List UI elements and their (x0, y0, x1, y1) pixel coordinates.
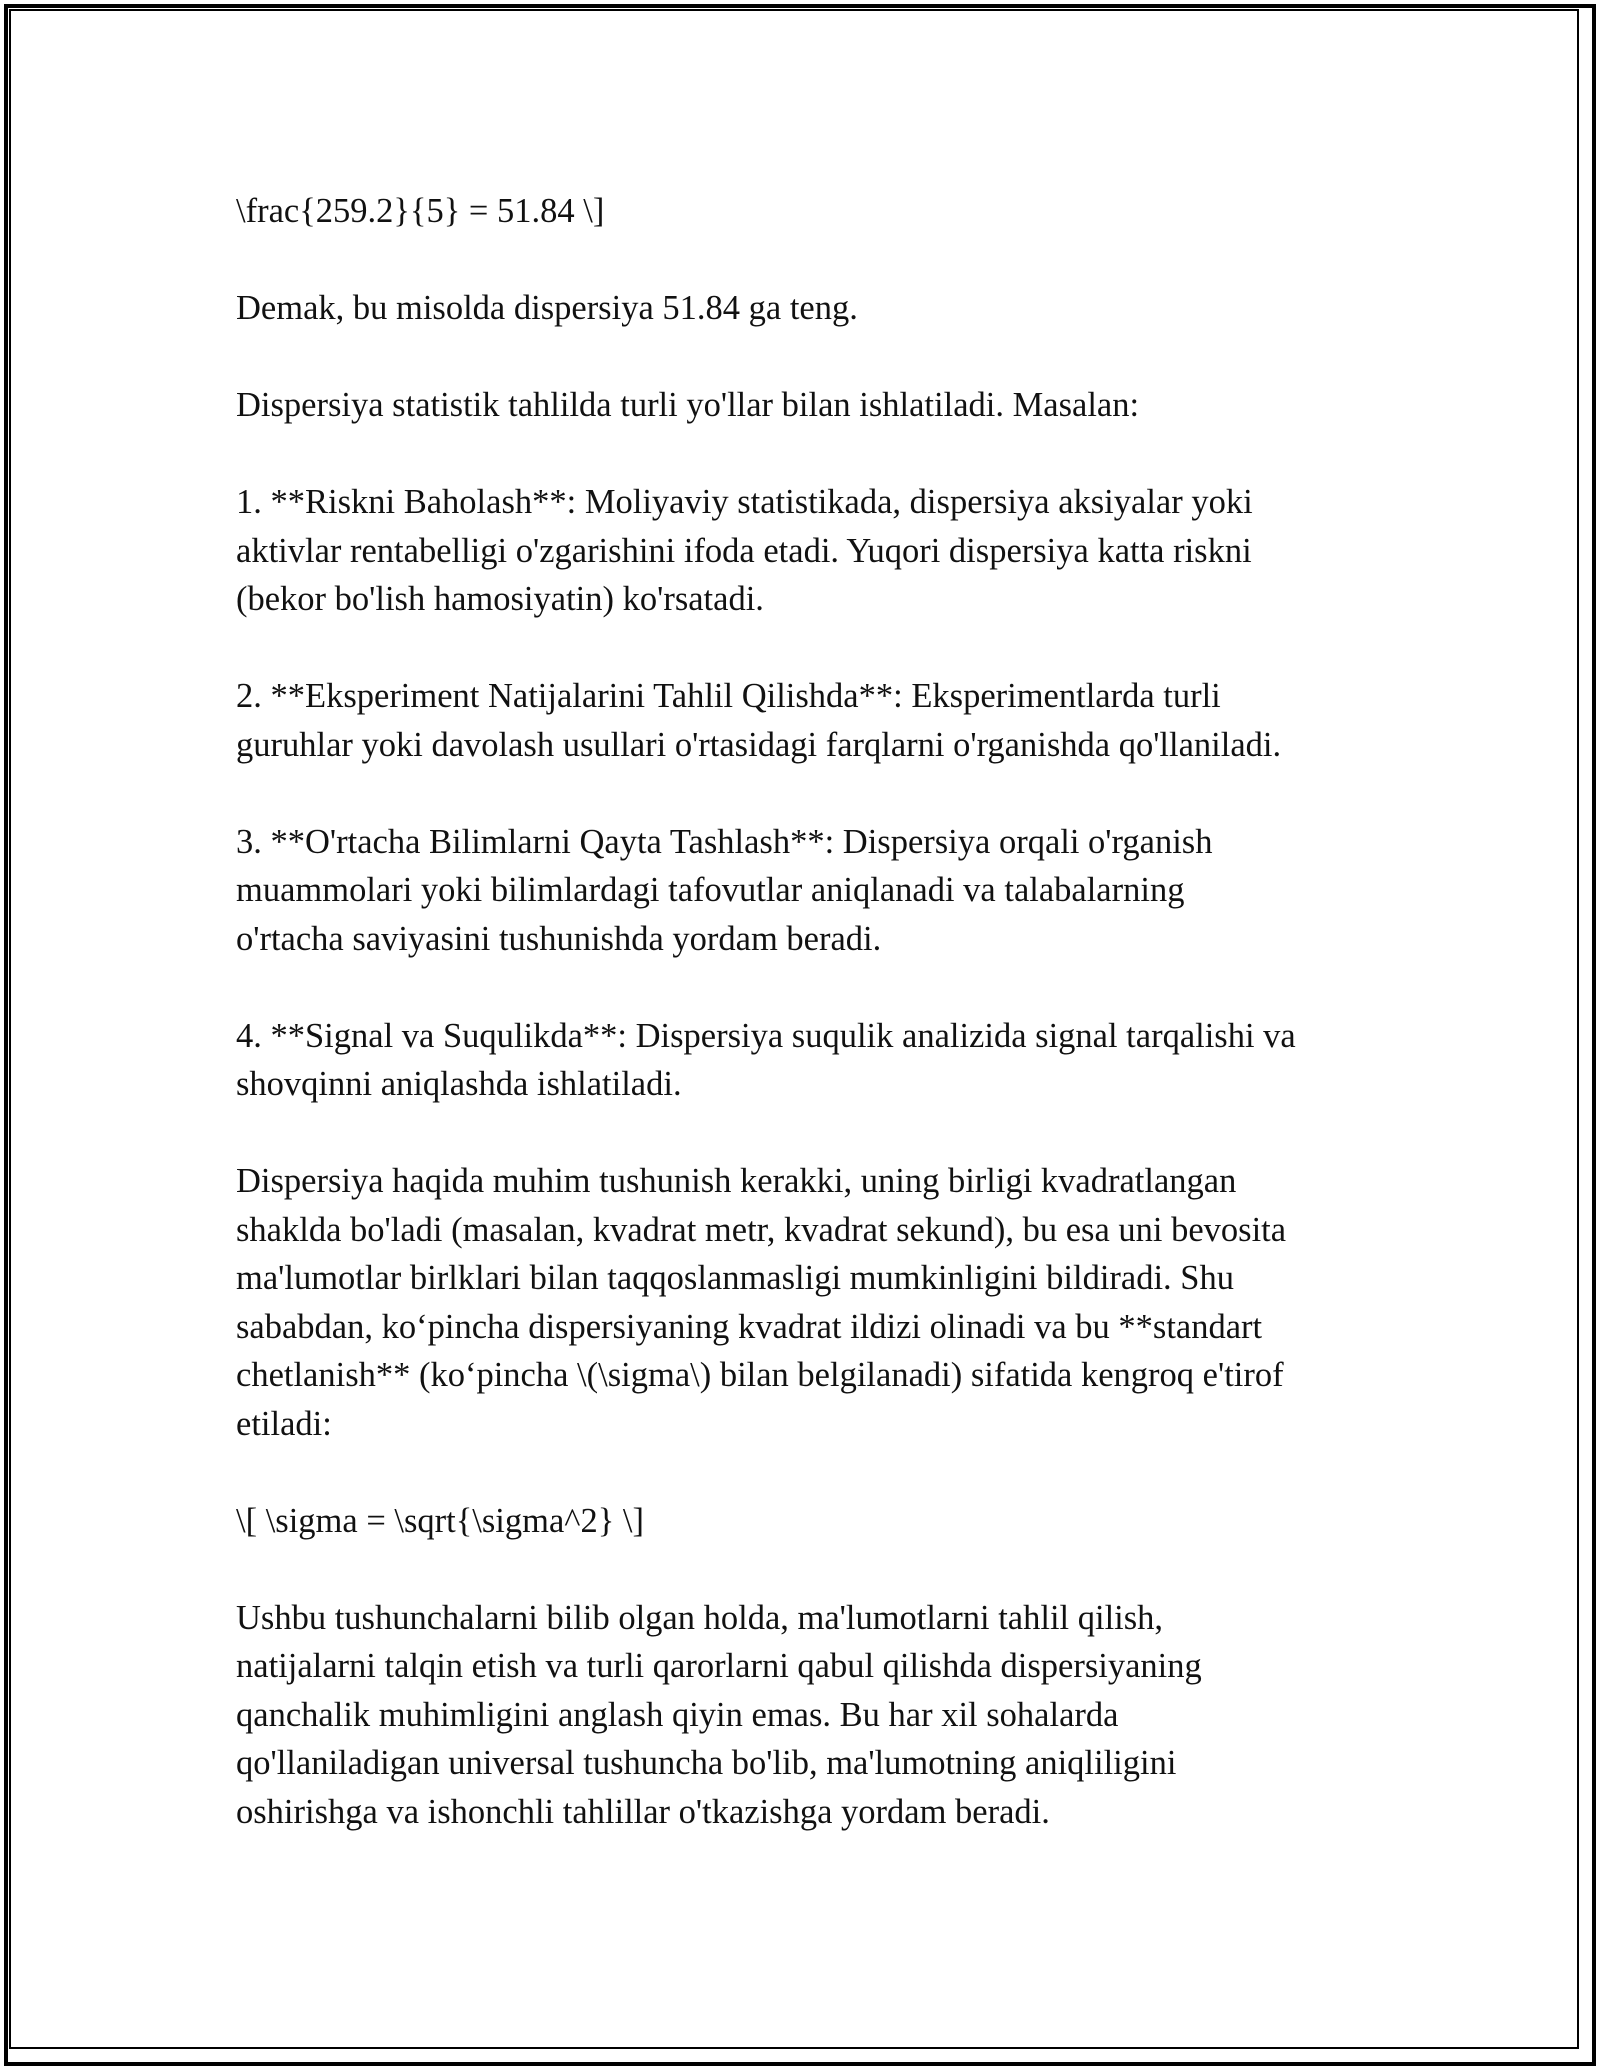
paragraph-formula-sigma (236, 1497, 1376, 1546)
text-line: etiladi: (236, 1404, 332, 1443)
list-item-2 (236, 672, 1376, 769)
text-line: chetlanish** (ko‘pincha \(\sigma\) bilan belgilanadi) sifatida kengroq e'tirof (236, 1356, 1284, 1394)
list-item-3 (236, 818, 1376, 964)
text-line: 4. **Signal va Suqulikda**: Dispersiya suqulik analizida signal tarqalishi va (236, 1016, 1296, 1055)
text-line: ma'lumotlar birlklari bilan taqqoslanmasligi mumkinligini bildiradi. Shu (236, 1259, 1234, 1297)
text-line: qanchalik muhimligini anglash qiyin emas. Bu har xil sohalarda (236, 1695, 1119, 1734)
text-line: Ushbu tushunchalarni bilib olgan holda, ma'lumotlarni tahlil qilish, (236, 1598, 1164, 1637)
paragraph-units-note (236, 1157, 1376, 1448)
list-item-4 (236, 1012, 1376, 1109)
text-line: muammolari yoki bilimlardagi tafovutlar aniqlanadi va talabalarning (236, 871, 1185, 909)
text-line: \[ \sigma = \sqrt{\sigma^2} \] (236, 1501, 644, 1540)
text-line: 1. **Riskni Baholash**: Moliyaviy statistikada, dispersiya aksiyalar yoki (236, 483, 1253, 521)
text-line: \frac{259.2}{5} = 51.84 \] (236, 192, 605, 230)
text-line: 2. **Eksperiment Natijalarini Tahlil Qilishda**: Eksperimentlarda turli (236, 677, 1221, 715)
paragraph-intro-uses (236, 381, 1376, 430)
text-line: (bekor bo'lish hamosiyatin) ko'rsatadi. (236, 580, 764, 618)
paragraph-formula-frac (236, 187, 1376, 236)
text-line: qo'llaniladigan universal tushuncha bo'lib, ma'lumotning aniqliligini (236, 1744, 1177, 1782)
text-line: 3. **O'rtacha Bilimlarni Qayta Tashlash**: Dispersiya orqali o'rganish (236, 822, 1213, 861)
document-body (236, 187, 1376, 1836)
text-line: Dispersiya statistik tahlilda turli yo'llar bilan ishlatiladi. Masalan: (236, 386, 1140, 424)
paragraph-closing (236, 1594, 1376, 1837)
text-line: sababdan, ko‘pincha dispersiyaning kvadrat ildizi olinadi va bu **standart (236, 1307, 1263, 1346)
text-line: aktivlar rentabelligi o'zgarishini ifoda etadi. Yuqori dispersiya katta riskni (236, 531, 1252, 570)
text-line: Dispersiya haqida muhim tushunish kerakki, uning birligi kvadratlangan (236, 1162, 1237, 1200)
text-line: shovqinni aniqlashda ishlatiladi. (236, 1065, 682, 1103)
text-line: Demak, bu misolda dispersiya 51.84 ga teng. (236, 289, 858, 327)
text-line: natijalarni talqin etish va turli qarorlarni qabul qilishda dispersiyaning (236, 1647, 1202, 1685)
text-line: guruhlar yoki davolash usullari o'rtasidagi farqlarni o'rganishda qo'llaniladi. (236, 725, 1282, 764)
list-item-1 (236, 478, 1376, 624)
text-line: shaklda bo'ladi (masalan, kvadrat metr, kvadrat sekund), bu esa uni bevosita (236, 1210, 1287, 1249)
text-line: oshirishga va ishonchli tahlillar o'tkazishga yordam beradi. (236, 1792, 1050, 1831)
paragraph-conclusion (236, 284, 1376, 333)
text-line: o'rtacha saviyasini tushunishda yordam beradi. (236, 919, 882, 958)
